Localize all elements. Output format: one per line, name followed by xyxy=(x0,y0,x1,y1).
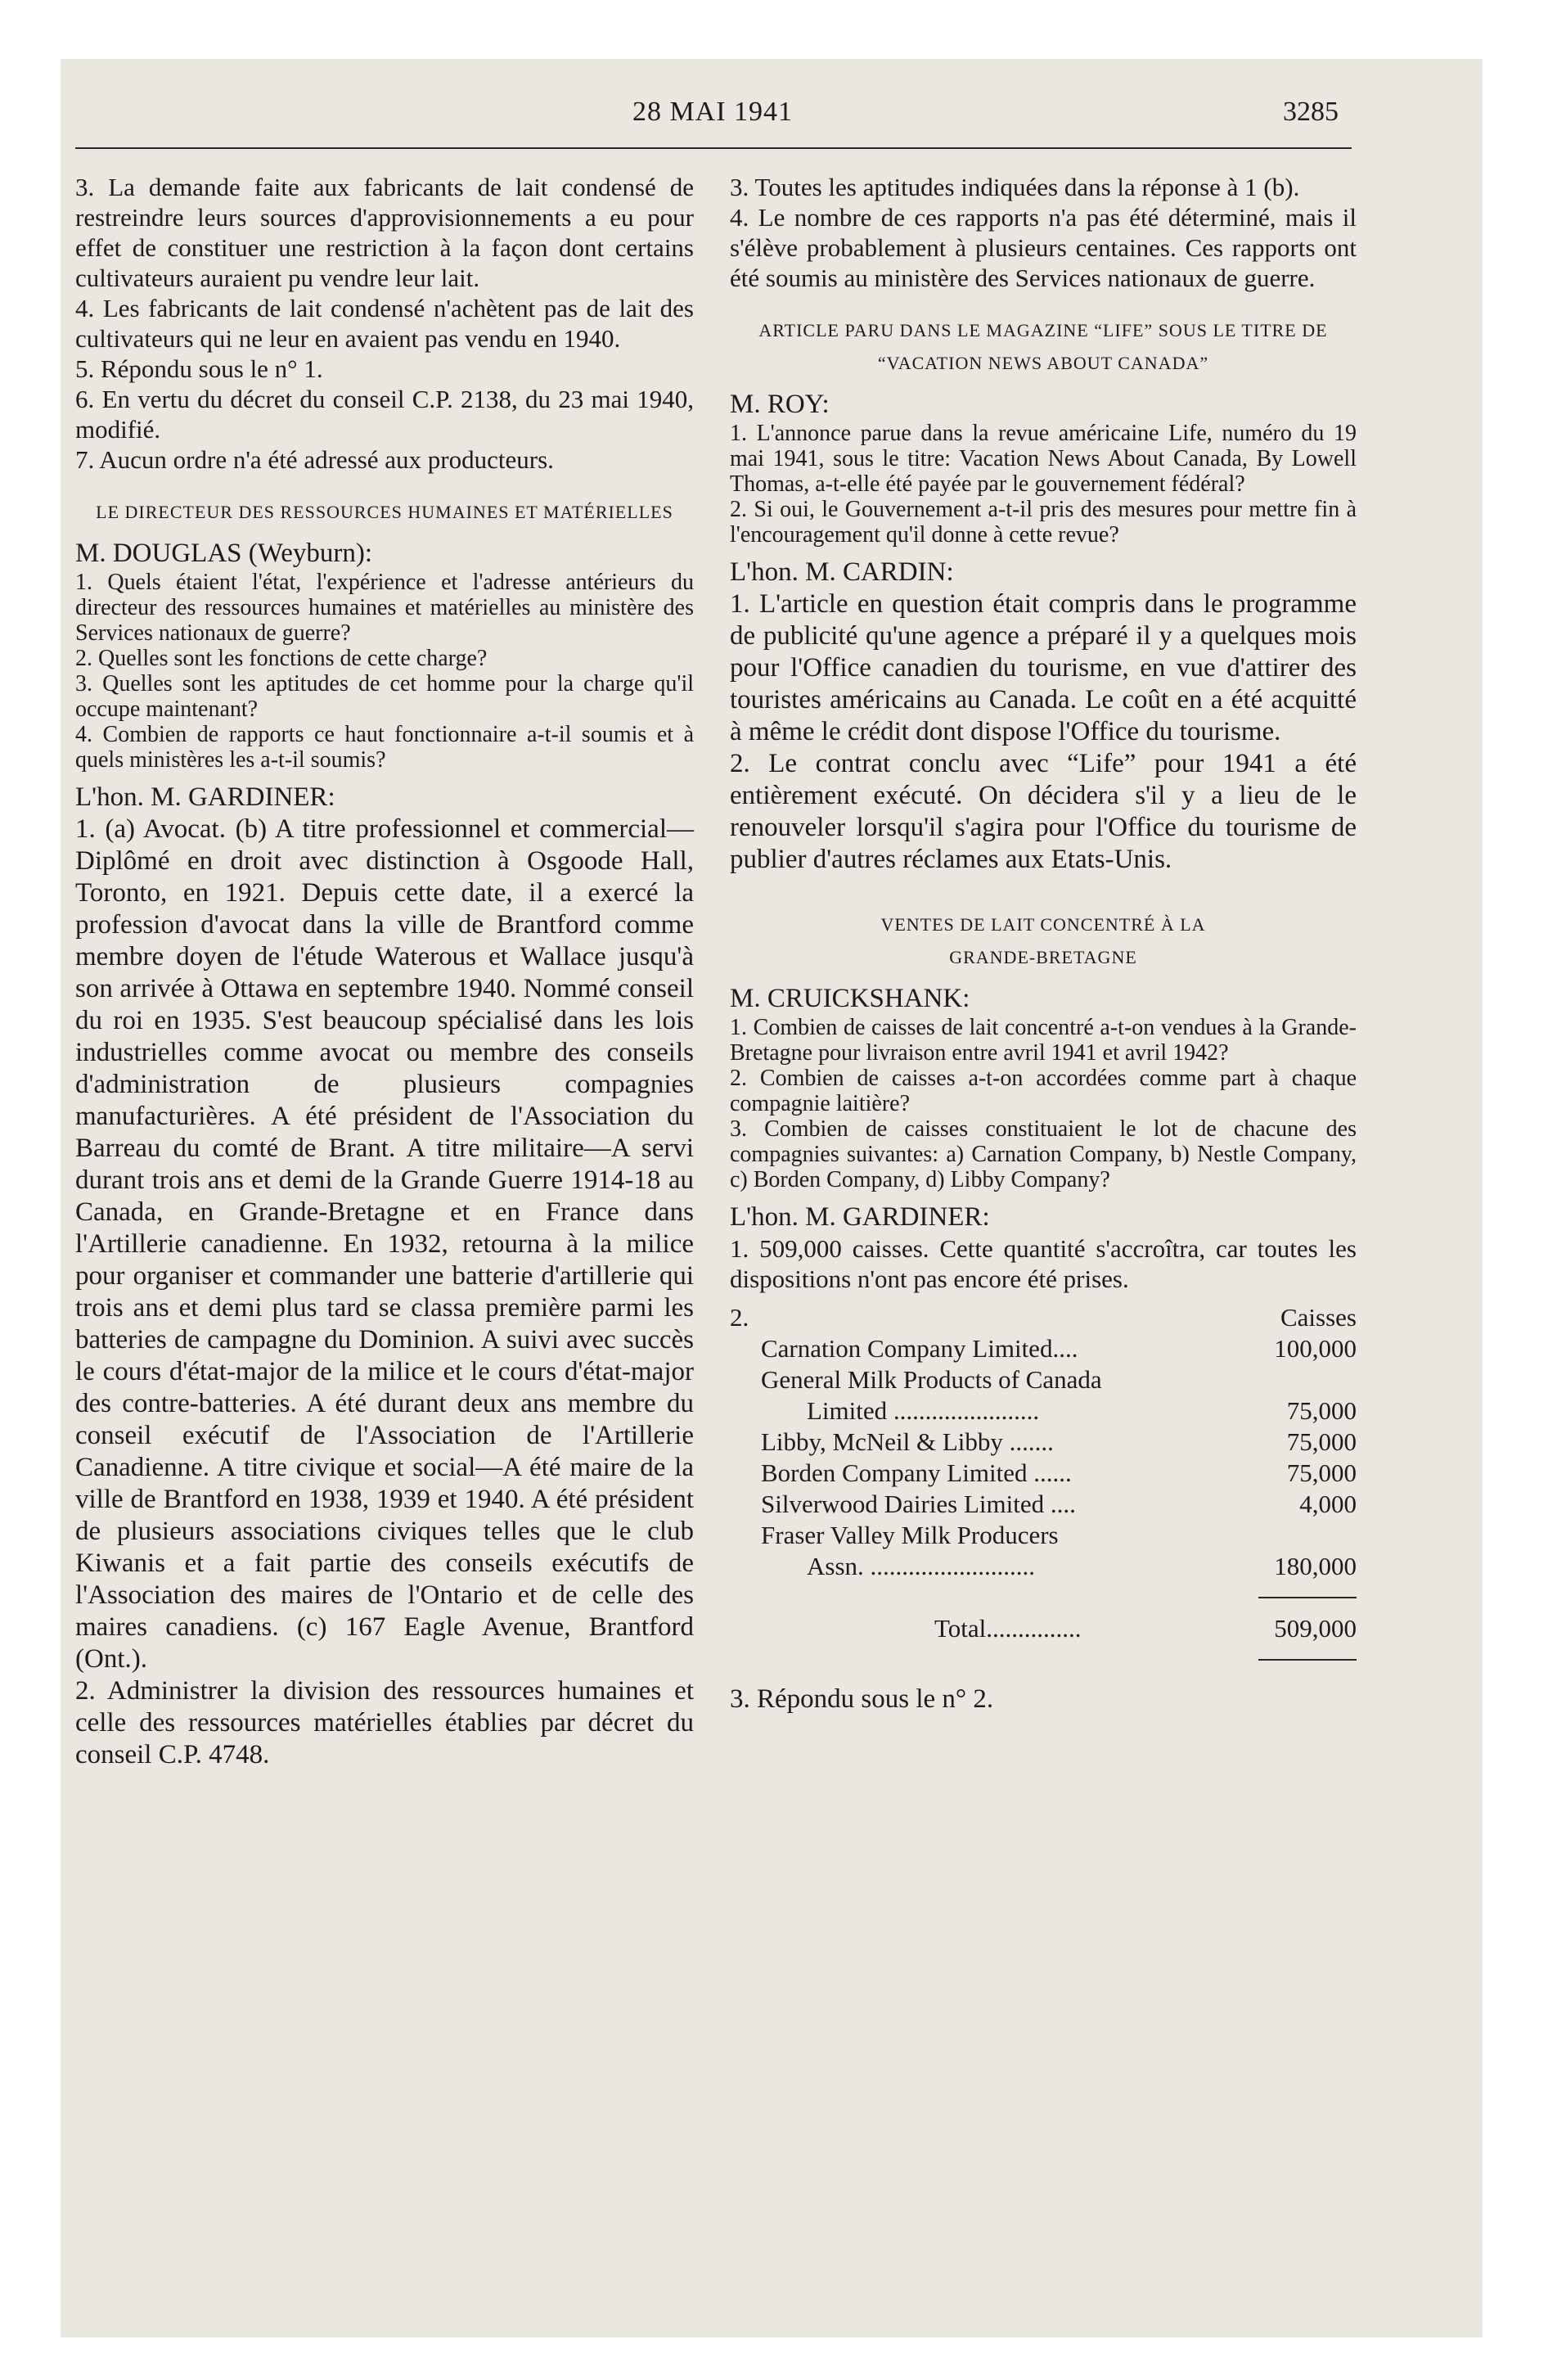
page-number: 3285 xyxy=(1283,97,1339,127)
paragraph: 4. Le nombre de ces rapports n'a pas été déterminé, mais il s'élève probablement à plusieurs centaines. Ces rapports ont été soumis au ministère des Services nationaux de guerre. xyxy=(730,203,1357,292)
table-row xyxy=(730,1333,1357,1364)
question: 3. Combien de caisses constituaient le lot de chacune des compagnies suivantes: a) Carnation Company, b) Nestle Company, c) Borden Company, d) Libby Company? xyxy=(730,1116,1357,1192)
company-name: Silverwood Dairies Limited .... xyxy=(761,1490,1076,1518)
case-count: 75,000 xyxy=(1286,1458,1357,1487)
right-column xyxy=(730,172,1357,1715)
case-count: 75,000 xyxy=(1286,1427,1357,1456)
company-name: Carnation Company Limited.... xyxy=(761,1334,1078,1363)
speaker-name: L'hon. M. GARDINER: xyxy=(75,782,335,812)
table-row xyxy=(730,1364,1357,1395)
header-rule xyxy=(75,147,1352,149)
paragraph: 6. En vertu du décret du conseil C.P. 2138, du 23 mai 1940, modifié. xyxy=(75,385,694,444)
section-heading: LE DIRECTEUR DES RESSOURCES HUMAINES ET MATÉRIELLES xyxy=(96,502,673,522)
question: 4. Combien de rapports ce haut fonctionnaire a-t-il soumis et à quels ministères les a-t-il soumis? xyxy=(75,722,694,773)
paragraph: 4. Les fabricants de lait condensé n'achètent pas de lait des cultivateurs qui ne leur en avaient pas vendu en 1940. xyxy=(75,294,694,353)
case-count: 180,000 xyxy=(1274,1552,1357,1580)
case-count: 75,000 xyxy=(1286,1396,1357,1425)
company-name-continued: Limited ....................... xyxy=(807,1396,1040,1425)
question: 1. L'annonce parue dans la revue américaine Life, numéro du 19 mai 1941, sous le titre: Vacation News About Canada, By Lowell Thomas, a-t-elle été payée par le gouvernement fédéral? xyxy=(730,421,1357,497)
company-name: Fraser Valley Milk Producers xyxy=(761,1521,1059,1549)
question: 1. Quels étaient l'état, l'expérience et l'adresse antérieurs du directeur des ressources humaines et matérielles au ministère des Services nationaux de guerre? xyxy=(75,570,694,646)
company-name: Libby, McNeil & Libby ....... xyxy=(761,1427,1054,1456)
speaker-name: M. CRUICKSHANK: xyxy=(730,984,970,1013)
case-count: 4,000 xyxy=(1299,1490,1357,1518)
table-header-row xyxy=(730,1302,1357,1333)
bottom-rule xyxy=(1258,1659,1357,1661)
paragraph: 3. La demande faite aux fabricants de lait condensé de restreindre leurs sources d'approvisionnements a eu pour effet de constituer une restriction à la façon dont certains cultivateurs auraient pu vendre leur lait. xyxy=(75,173,694,292)
paragraph: 5. Répondu sous le n° 1. xyxy=(75,354,323,383)
table-number: 2. xyxy=(730,1303,749,1332)
case-count: 100,000 xyxy=(1274,1334,1357,1363)
question: 1. Combien de caisses de lait concentré a-t-on vendues à la Grande-Bretagne pour livraison entre avril 1941 et avril 1942? xyxy=(730,1015,1357,1066)
table-row xyxy=(730,1395,1357,1427)
section-heading: ARTICLE PARU DANS LE MAGAZINE “LIFE” SOUS LE TITRE DE “VACATION NEWS ABOUT CANADA” xyxy=(758,320,1328,373)
table-row xyxy=(730,1458,1357,1489)
company-name: General Milk Products of Canada xyxy=(761,1365,1102,1394)
company-name-continued: Assn. .......................... xyxy=(807,1552,1036,1580)
total-value: 509,000 xyxy=(1274,1614,1357,1643)
company-name: Borden Company Limited ...... xyxy=(761,1458,1072,1487)
answer: 1. 509,000 caisses. Cette quantité s'accroîtra, car toutes les dispositions n'ont pas encore été prises. xyxy=(730,1234,1357,1293)
speaker-name: L'hon. M. GARDINER: xyxy=(730,1202,990,1232)
section-heading: VENTES DE LAIT CONCENTRÉ À LA xyxy=(880,914,1206,935)
table-row xyxy=(730,1427,1357,1458)
paragraph: 3. Toutes les aptitudes indiquées dans la réponse à 1 (b). xyxy=(730,173,1300,201)
table-row xyxy=(730,1551,1357,1582)
speaker-name: M. ROY: xyxy=(730,390,830,419)
answer: 3. Répondu sous le n° 2. xyxy=(730,1684,994,1714)
left-column xyxy=(75,172,694,1771)
table-unit-header: Caisses xyxy=(1280,1303,1357,1332)
question: 2. Combien de caisses a-t-on accordées comme part à chaque compagnie laitière? xyxy=(730,1066,1357,1116)
question: 2. Si oui, le Gouvernement a-t-il pris des mesures pour mettre fin à l'encouragement qu'il donne à cette revue? xyxy=(730,497,1357,548)
speaker-name: L'hon. M. CARDIN: xyxy=(730,557,954,587)
section-heading: GRANDE-BRETAGNE xyxy=(949,947,1137,967)
total-rule-row xyxy=(730,1582,1357,1613)
table-total-row xyxy=(730,1613,1357,1644)
cases-table xyxy=(730,1302,1357,1675)
table-row xyxy=(730,1520,1357,1551)
answer: 1. (a) Avocat. (b) A titre professionnel et commercial—Diplômé en droit avec distinction à Osgoode Hall, Toronto, en 1921. Depuis cette date, il a exercé la profession d'avocat dans la ville de Brantford comme membre doyen de l'étude Waterous et Wallace jusqu'à son arrivée à Ottawa en septembre 1940. Nommé conseil du roi en 1935. S'est beaucoup spécialisé dans les lois industrielles comme avocat ou membre des conseils d'administration de plusieurs compagnies manufacturières. A été président de l'Association du Barreau du comté de Brant. A titre militaire—A servi durant trois ans et demi de la Grande Guerre 1914-18 au Canada, en Grande-Bretagne et en France dans l'Artillerie canadienne. En 1932, retourna à la milice pour organiser et commander une batterie d'artillerie qui trois ans et demi plus tard se classa première parmi les batteries de campagne du Dominion. A suivi avec succès le cours d'état-major de la milice et le cours d'état-major des contre-batteries. A été durant deux ans membre du conseil exécutif de l'Association de l'Artillerie Canadienne. A titre civique et social—A été maire de la ville de Brantford en 1938, 1939 et 1940. A été président de plusieurs associations civiques telles que le club Kiwanis et a fait partie des conseils exécutifs de l'Association des maires de l'Ontario et de celle des maires canadiens. (c) 167 Eagle Avenue, Brantford (Ont.). xyxy=(75,814,694,1674)
question: 2. Quelles sont les fonctions de cette charge? xyxy=(75,646,488,671)
total-rule xyxy=(1258,1597,1357,1598)
table-row xyxy=(730,1489,1357,1520)
header-date: 28 MAI 1941 xyxy=(632,97,794,127)
question: 3. Quelles sont les aptitudes de cet homme pour la charge qu'il occupe maintenant? xyxy=(75,671,694,722)
answer: 1. L'article en question était compris dans le programme de publicité qu'une agence a préparé il y a quelques mois pour l'Office canadien du tourisme, en vue d'attirer des touristes américains au Canada. Le coût en a été acquitté à même le crédit dont dispose l'Office du tourisme. xyxy=(730,589,1357,746)
speaker-name: M. DOUGLAS (Weyburn): xyxy=(75,539,373,568)
page-header xyxy=(75,97,1350,129)
answer: 2. Le contrat conclu avec “Life” pour 1941 a été entièrement exécuté. On décidera s'il y a lieu de le renouveler lorsqu'il s'agira pour l'Office du tourisme de publier d'autres réclames aux Etats-Unis. xyxy=(730,749,1357,874)
total-label: Total............... xyxy=(934,1614,1082,1643)
paragraph: 7. Aucun ordre n'a été adressé aux producteurs. xyxy=(75,445,554,474)
answer: 2. Administrer la division des ressources humaines et celle des ressources matérielles établies par décret du conseil C.P. 4748. xyxy=(75,1676,694,1769)
bottom-rule-row xyxy=(730,1644,1357,1675)
